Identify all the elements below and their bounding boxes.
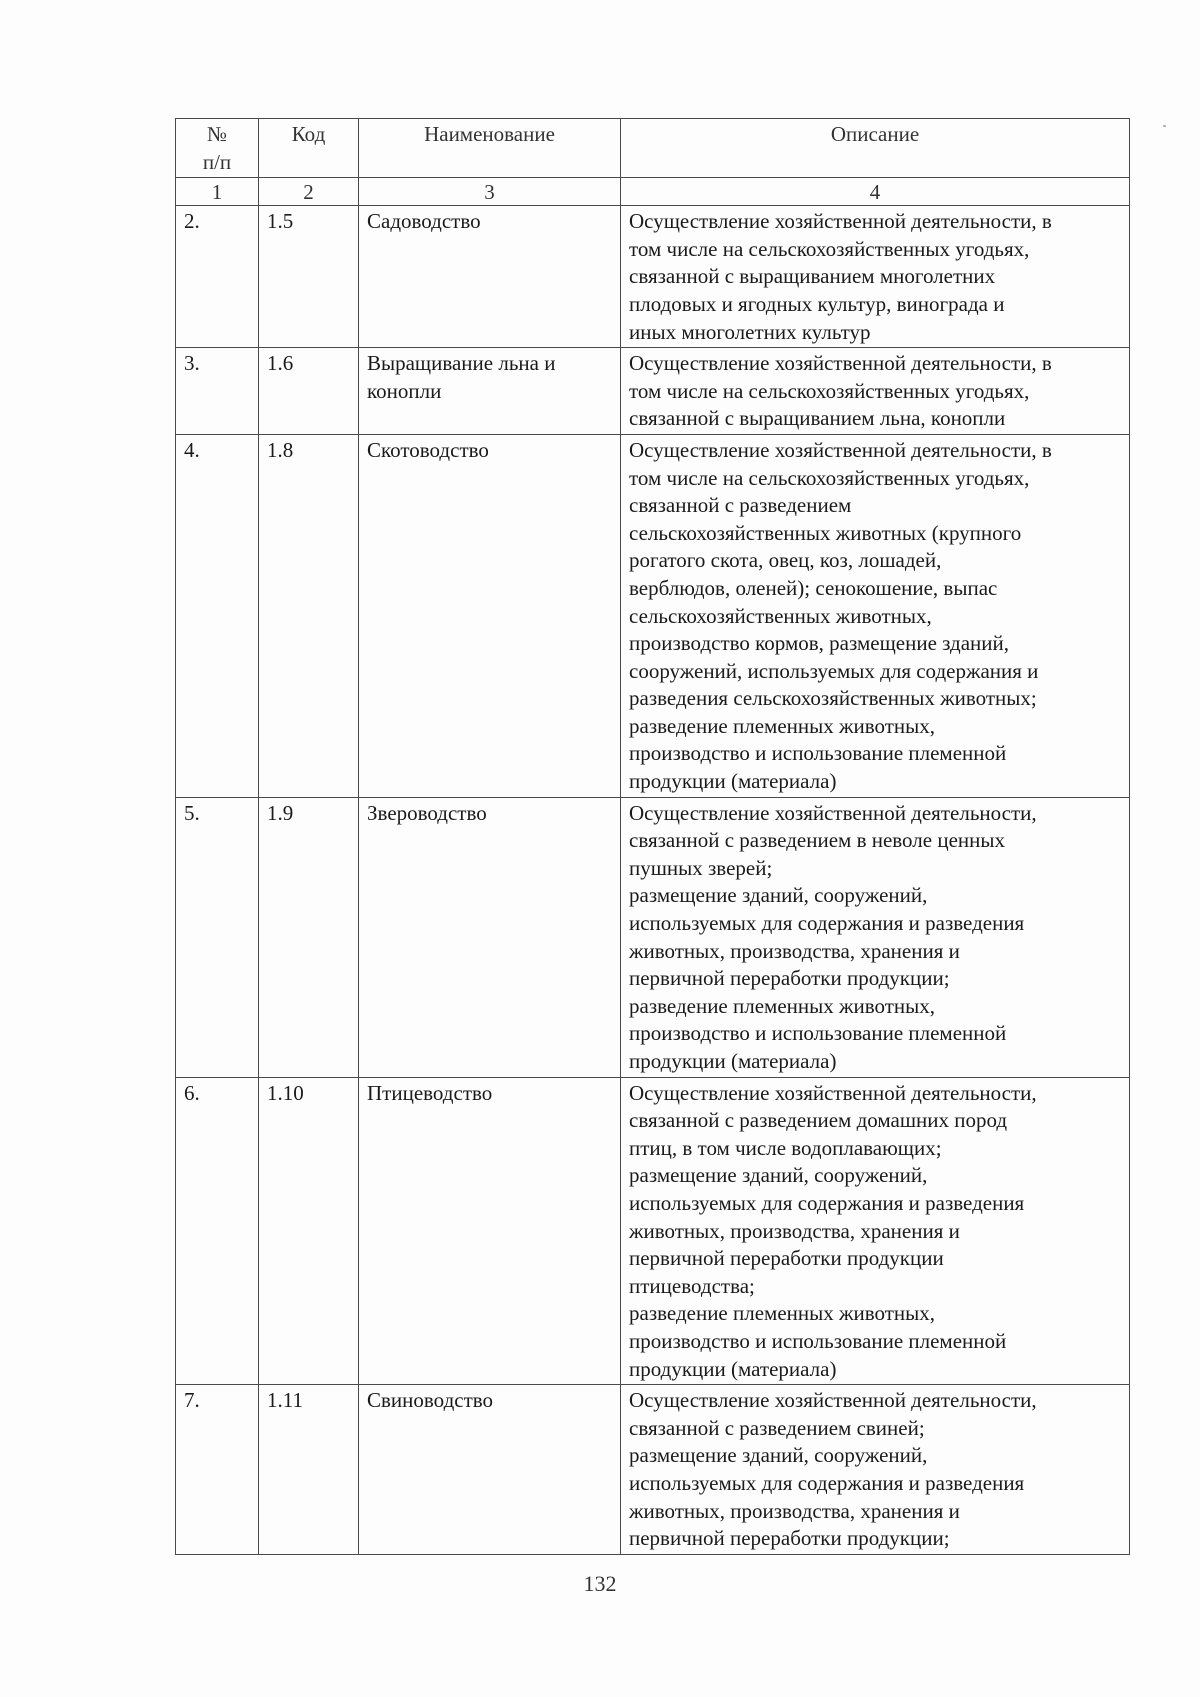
row-name-cell [359,348,621,435]
table-row [176,1077,1130,1385]
row-name-text: Скотоводство [367,437,489,462]
header-cell-description [621,119,1130,178]
row-number-cell [176,1077,259,1385]
row-code-cell [259,1077,359,1385]
row-description-cell [621,1077,1130,1385]
row-number-cell [176,1385,259,1555]
row-name-cell [359,206,621,348]
row-number-text: 7. [184,1388,200,1413]
row-description-text: Осуществление хозяйственной деятельности, в том числе на сельскохозяйственных угодьях, связанной с разведением сельскохозяйственных животных (крупного рогатого скота, овец, коз, лошадей, верблюдов, оленей); сенокошение, выпас сельскохозяйственных животных, производство кормов, размещение зданий, сооружений, используемых для содержания и разведения сельскохозяйственных животных; разведение племенных животных, производство и использование племенной продукции (материала) [629,437,1052,794]
row-code-cell [259,348,359,435]
row-code-text: 1.9 [267,800,294,825]
table-row [176,1385,1130,1555]
header-cell-code [259,119,359,178]
row-description-cell [621,348,1130,435]
row-number-text: 3. [184,351,200,376]
row-number-text: 2. [184,209,200,234]
row-name-text: Выращивание льна и конопли [367,351,556,403]
row-name-text: Свиноводство [367,1388,494,1413]
row-code-text: 1.11 [267,1388,303,1413]
row-name-cell [359,1077,621,1385]
header-cell-number [176,119,259,178]
row-description-text: Осуществление хозяйственной деятельности, в том числе на сельскохозяйственных угодьях, связанной с выращиванием многолетних плодовых и ягодных культур, винограда и иных многолетних культур [629,209,1052,344]
column-number-cell: 1 [176,178,259,206]
row-code-cell [259,434,359,797]
row-description-cell [621,206,1130,348]
row-description-cell [621,1385,1130,1555]
row-code-text: 1.8 [267,437,294,462]
row-description-text: Осуществление хозяйственной деятельности, в том числе на сельскохозяйственных угодьях, связанной с выращиванием льна, конопли [629,351,1052,431]
row-description-text: Осуществление хозяйственной деятельности, связанной с разведением домашних пород птиц, в том числе водоплавающих; размещение зданий, сооружений, используемых для содержания и разведения животных, производства, хранения и первичной переработки продукции птицеводства; разведение племенных животных, производство и использование племенной продукции (материала) [629,1080,1037,1381]
header-code-label: Код [291,122,326,146]
header-description-label: Описание [830,122,920,146]
row-code-text: 1.10 [267,1080,304,1105]
row-name-cell [359,434,621,797]
header-name-label: Наименование [424,122,555,146]
row-name-cell [359,1385,621,1555]
column-number-cell: 4 [621,178,1130,206]
table-row [176,797,1130,1077]
row-description-text: Осуществление хозяйственной деятельности, связанной с разведением в неволе ценных пушных зверей; размещение зданий, сооружений, используемых для содержания и разведения животных, производства, хранения и первичной переработки продукции; разведение племенных животных, производство и использование племенной продукции (материала) [629,800,1037,1073]
row-code-text: 1.5 [267,209,294,234]
row-name-text: Звероводство [367,800,487,825]
row-code-cell [259,797,359,1077]
row-number-text: 4. [184,437,200,462]
row-number-text: 6. [184,1080,200,1105]
classification-table [175,118,1130,1555]
row-number-text: 5. [184,800,200,825]
header-row [176,119,1130,178]
row-name-cell [359,797,621,1077]
row-number-cell [176,434,259,797]
table-row [176,348,1130,435]
row-name-text: Садоводство [367,209,481,234]
row-number-cell [176,348,259,435]
column-number-cell: 3 [359,178,621,206]
row-description-text: Осуществление хозяйственной деятельности, связанной с разведением свиней; размещение зданий, сооружений, используемых для содержания и разведения животных, производства, хранения и первичной переработки продукции; [629,1388,1037,1551]
row-code-text: 1.6 [267,351,294,376]
page-number: 132 [583,1571,617,1596]
column-number-cell: 2 [259,178,359,206]
row-description-cell [621,797,1130,1077]
header-cell-name [359,119,621,178]
table-row [176,434,1130,797]
column-number-row [176,178,1130,206]
row-number-cell [176,797,259,1077]
row-description-cell [621,434,1130,797]
row-code-cell [259,206,359,348]
row-number-cell [176,206,259,348]
row-name-text: Птицеводство [367,1080,493,1105]
scan-speck [1163,125,1166,127]
header-number-label: № п/п [202,122,232,174]
table-row [176,206,1130,348]
row-code-cell [259,1385,359,1555]
